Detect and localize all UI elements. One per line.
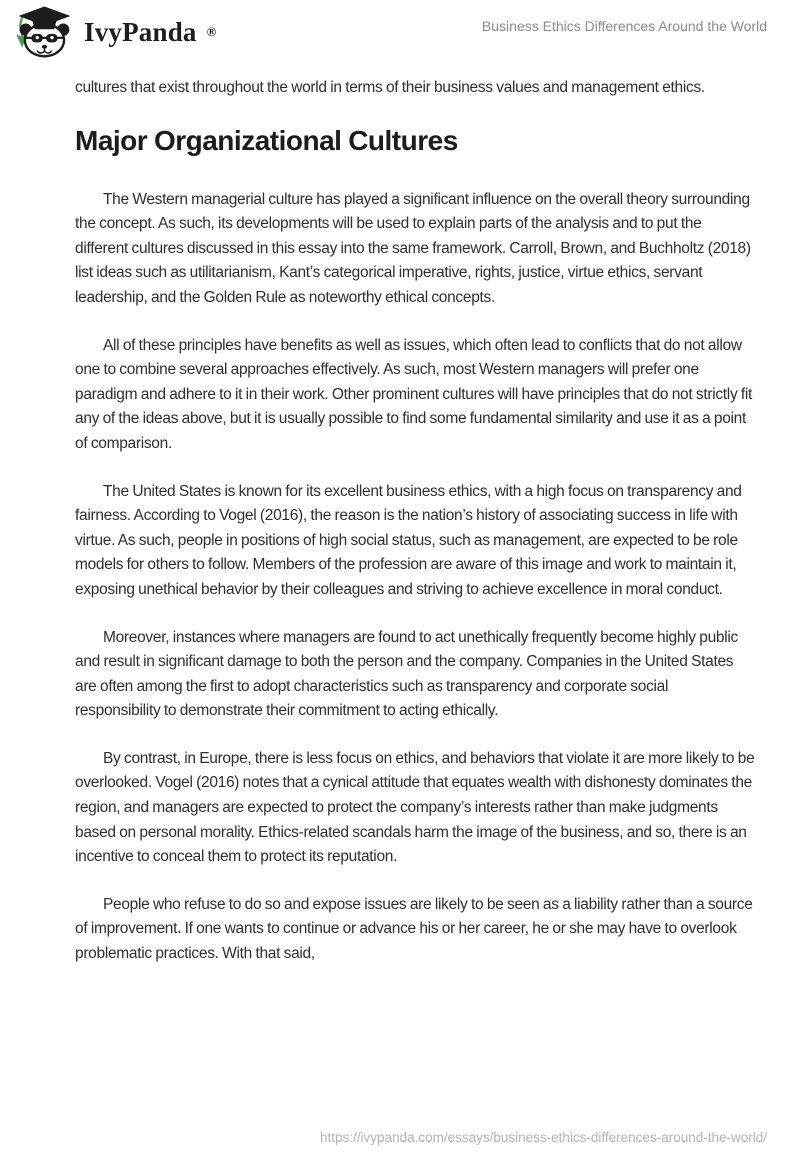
page-footer (320, 1130, 767, 1145)
page-header (0, 0, 800, 62)
paragraph: People who refuse to do so and expose issues are likely to be seen as a liability rather than a source of improvement. If one wants to continue or advance his or her career, he or she may have to overlook problematic practices. With that said, (75, 895, 753, 963)
document-title: Business Ethics Differences Around the World (481, 18, 767, 34)
paragraph: The United States is known for its excellent business ethics, with a high focus on transparency and fairness. According to Vogel (2016), the reason is the nation’s history of associating success in life with virtue. As such, people in positions of high social status, such as management, are expected to be role models for others to follow. Members of the profession are aware of this image and work to maintain it, exposing unethical behavior by their colleagues and striving to achieve excellence in moral conduct. (75, 482, 742, 598)
paragraph: All of these principles have benefits as well as issues, which often lead to conflicts that do not allow one to combine several approaches effectively. As such, most Western managers will prefer one paradigm and adhere to it in their work. Other prominent cultures will have principles that do not strictly fit any of the ideas above, but it is usually possible to find some fundamental similarity and use it as a point of comparison. (75, 336, 753, 452)
paragraph-continuation: cultures that exist throughout the world in terms of their business values and management ethics. (75, 79, 705, 96)
panda-graduate-icon (13, 5, 75, 59)
paragraph: Moreover, instances where managers are found to act unethically frequently become highly public and result in significant damage to both the person and the company. Companies in the United States are often among the first to adopt characteristics such as transparency and corporate social responsibility to demonstrate their commitment to acting ethically. (75, 628, 738, 720)
brand-logo[interactable] (13, 5, 216, 59)
brand-wordmark: IvyPanda (84, 17, 197, 47)
section-heading: Major Organizational Cultures (75, 124, 458, 156)
paragraph: The Western managerial culture has played a significant influence on the overall theory surrounding the concept. As such, its developments will be used to explain parts of the analysis and to put the different cultures discussed in this essay into the same framework. Carroll, Brown, and Buchholtz (2018) list ideas such as utilitarianism, Kant’s categorical imperative, rights, justice, virtue ethics, servant leadership, and the Golden Rule as noteworthy ethical concepts. (75, 190, 751, 306)
source-url[interactable]: https://ivypanda.com/essays/business-ethics-differences-around-the-world/ (320, 1130, 767, 1145)
paragraph: By contrast, in Europe, there is less focus on ethics, and behaviors that violate it are more likely to be overlooked. Vogel (2016) notes that a cynical attitude that equates wealth with dishonesty dominates the region, and managers are expected to protect the company’s interests rather than make judgments based on personal morality. Ethics-related scandals harm the image of the business, and so, there is an incentive to conceal them to protect its reputation. (75, 749, 755, 866)
registered-trademark-symbol: ® (206, 24, 217, 39)
essay-content (0, 62, 800, 967)
